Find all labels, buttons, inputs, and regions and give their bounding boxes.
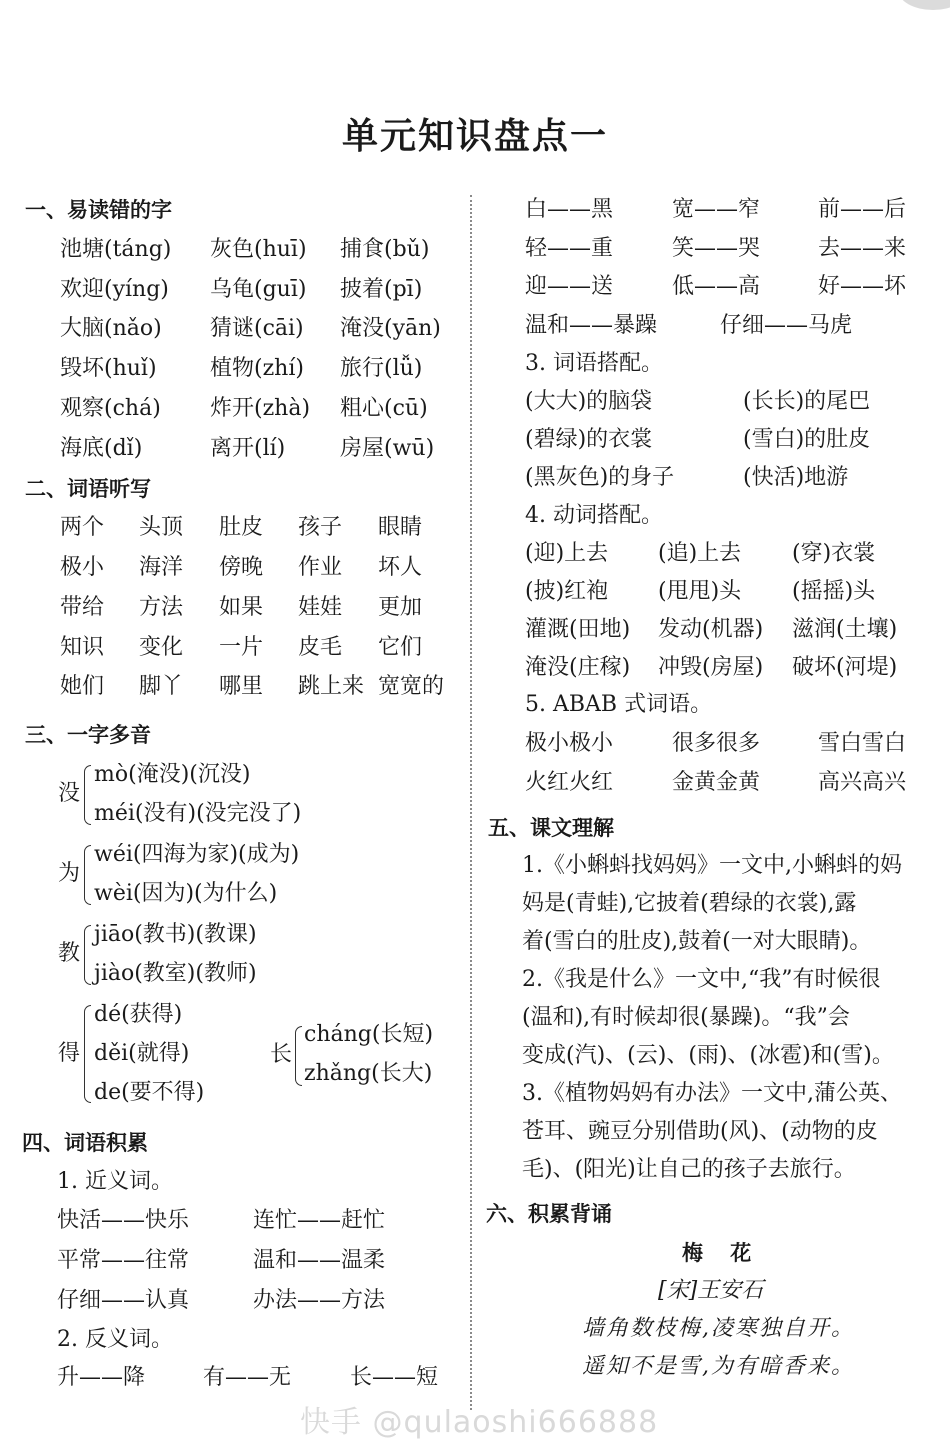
polyphone-reading: de(要不得) [94,1080,205,1105]
brace [84,765,91,825]
antonym-pair: 升——降 [57,1365,146,1390]
dictation-word: 皮毛 [298,635,343,660]
polyphone-reading: dé(获得) [94,1002,183,1027]
pinyin-item: 池塘(táng) [60,237,172,262]
dictation-word: 眼睛 [378,515,423,540]
brace [84,1005,91,1103]
dictation-word: 极小 [60,555,105,580]
abab-word: 火红火红 [525,770,614,795]
antonym-pair: 前——后 [818,197,907,222]
synonym-pair: 温和——温柔 [253,1248,386,1273]
verb-item: (摇摇)头 [792,579,876,604]
section2-heading: 二、词语听写 [25,477,151,501]
collocation-item: (长长)的尾巴 [743,389,871,414]
antonym-pair: 轻——重 [525,236,614,261]
dictation-word: 海洋 [139,555,184,580]
section3-heading: 三、一字多音 [25,723,151,747]
poem-line: 遥知不是雪,为有暗香来。 [582,1354,855,1379]
polyphone-char: 没 [58,781,81,806]
dictation-word: 孩子 [298,515,343,540]
pinyin-item: 观察(chá) [60,396,161,421]
subheading-verbs: 4. 动词搭配。 [525,503,663,528]
pinyin-item: 披着(pī) [340,277,423,302]
synonym-pair: 快活——快乐 [57,1208,190,1233]
subheading-collocation: 3. 词语搭配。 [525,351,663,376]
poem-line: 墙角数枝梅,凌寒独自开。 [582,1316,855,1341]
comprehension-line: 妈是(青蛙),它披着(碧绿的衣裳),露 [522,891,857,916]
antonym-pair: 去——来 [818,236,907,261]
poem-author: [宋]王安石 [658,1278,764,1303]
pinyin-item: 海底(dǐ) [60,436,143,461]
pinyin-item: 离开(lí) [210,436,286,461]
verb-item: 滋润(土壤) [792,617,898,642]
verb-item: 淹没(庄稼) [525,655,631,680]
dictation-word: 如果 [219,595,264,620]
section6-heading: 六、积累背诵 [486,1202,612,1226]
synonym-pair: 平常——往常 [57,1248,190,1273]
pinyin-item: 灰色(huī) [210,237,307,262]
pinyin-item: 粗心(cū) [340,396,428,421]
abab-word: 高兴高兴 [818,770,907,795]
collocation-item: (碧绿)的衣裳 [525,427,653,452]
polyphone-reading: wèi(因为)(为什么) [94,881,278,906]
antonym-pair: 迎——送 [525,274,614,299]
brace [84,925,91,985]
polyphone-char: 教 [58,941,81,966]
verb-item: (迎)上去 [525,541,609,566]
comprehension-line: 1.《小蝌蚪找妈妈》一文中,小蝌蚪的妈 [522,853,902,878]
dictation-word: 傍晚 [219,555,264,580]
comprehension-line: 变成(汽)、(云)、(雨)、(冰雹)和(雪)。 [522,1043,894,1068]
comprehension-line: 着(雪白的肚皮),鼓着(一对大眼睛)。 [522,929,872,954]
antonym-pair: 笑——哭 [672,236,761,261]
dictation-word: 两个 [60,515,105,540]
antonym-pair: 有——无 [203,1365,292,1390]
polyphone-reading: mò(淹没)(沉没) [94,762,251,787]
brace [295,1026,302,1086]
verb-item: (穿)衣裳 [792,541,876,566]
subheading-synonyms: 1. 近义词。 [57,1169,173,1194]
verb-item: (追)上去 [658,541,742,566]
polyphone-char: 为 [58,861,81,886]
pinyin-item: 乌龟(guī) [210,277,307,302]
pinyin-item: 大脑(nǎo) [60,316,162,341]
antonym-pair: 宽——窄 [672,197,761,222]
subheading-antonyms: 2. 反义词。 [57,1327,173,1352]
watermark: 快手 @qulaoshi666888 [300,1405,659,1440]
pinyin-item: 植物(zhí) [210,356,304,381]
dictation-word: 坏人 [378,555,423,580]
polyphone-reading: méi(没有)(没完没了) [94,801,302,826]
collocation-item: (雪白)的肚皮 [743,427,871,452]
polyphone-reading: děi(就得) [94,1041,190,1066]
section4-heading: 四、词语积累 [22,1131,148,1155]
abab-word: 雪白雪白 [818,731,907,756]
polyphone-reading: wéi(四海为家)(成为) [94,842,300,867]
polyphone-char: 得 [58,1041,81,1066]
synonym-pair: 办法——方法 [253,1288,386,1313]
pinyin-item: 毁坏(huǐ) [60,356,157,381]
synonym-pair: 仔细——认真 [57,1288,190,1313]
dictation-word: 作业 [298,555,343,580]
synonym-pair: 连忙——赶忙 [253,1208,386,1233]
pinyin-item: 炸开(zhà) [210,396,311,421]
pinyin-item: 捕食(bǔ) [340,237,430,262]
verb-item: 灌溉(田地) [525,617,631,642]
dictation-word: 脚丫 [139,674,184,699]
verb-item: 破坏(河堤) [792,655,898,680]
comprehension-line: 苍耳、豌豆分别借助(风)、(动物的皮 [522,1119,878,1144]
dictation-word: 一片 [219,635,264,660]
page-title: 单元知识盘点一 [341,116,608,157]
verb-item: (披)红袍 [525,579,609,604]
antonym-pair: 仔细——马虎 [720,313,853,338]
dictation-word: 娃娃 [298,595,343,620]
polyphone-reading: jiào(教室)(教师) [94,961,257,986]
comprehension-line: 3.《植物妈妈有办法》一文中,蒲公英、 [522,1081,902,1106]
column-divider [470,195,472,1410]
polyphone-reading: zhǎng(长大) [304,1061,433,1086]
dictation-word: 方法 [139,595,184,620]
dictation-word: 肚皮 [219,515,264,540]
dictation-word: 宽宽的 [378,674,445,699]
comprehension-line: 2.《我是什么》一文中,“我”有时候很 [522,967,881,992]
corner-shadow [898,0,950,10]
dictation-word: 变化 [139,635,184,660]
verb-item: 冲毁(房屋) [658,655,764,680]
poem-title: 梅 花 [682,1241,762,1265]
collocation-item: (大大)的脑袋 [525,389,653,414]
dictation-word: 跳上来 [298,674,365,699]
antonym-pair: 长——短 [350,1365,439,1390]
polyphone-reading: jiāo(教书)(教课) [94,922,257,947]
antonym-pair: 温和——暴躁 [525,313,658,338]
section1-heading: 一、易读错的字 [25,198,172,222]
dictation-word: 她们 [60,674,105,699]
verb-item: 发动(机器) [658,617,764,642]
abab-word: 很多很多 [672,731,761,756]
section5-heading: 五、课文理解 [488,816,614,840]
dictation-word: 哪里 [219,674,264,699]
polyphone-char: 长 [270,1042,293,1067]
dictation-word: 知识 [60,635,105,660]
collocation-item: (黑灰色)的身子 [525,465,675,490]
dictation-word: 头顶 [139,515,184,540]
pinyin-item: 淹没(yān) [340,316,441,341]
collocation-item: (快活)地游 [743,465,849,490]
antonym-pair: 低——高 [672,274,761,299]
antonym-pair: 好——坏 [818,274,907,299]
comprehension-line: (温和),有时候却很(暴躁)。“我”会 [522,1005,850,1030]
brace [84,845,91,905]
verb-item: (甩甩)头 [658,579,742,604]
pinyin-item: 欢迎(yíng) [60,277,169,302]
dictation-word: 它们 [378,635,423,660]
dictation-word: 更加 [378,595,423,620]
dictation-word: 带给 [60,595,105,620]
antonym-pair: 白——黑 [525,197,614,222]
polyphone-reading: cháng(长短) [304,1022,434,1047]
comprehension-line: 毛)、(阳光)让自己的孩子去旅行。 [522,1157,856,1182]
pinyin-item: 猜谜(cāi) [210,316,304,341]
subheading-abab: 5. ABAB 式词语。 [525,692,713,717]
pinyin-item: 旅行(lǚ) [340,356,423,381]
pinyin-item: 房屋(wū) [340,436,435,461]
abab-word: 极小极小 [525,731,614,756]
abab-word: 金黄金黄 [672,770,761,795]
